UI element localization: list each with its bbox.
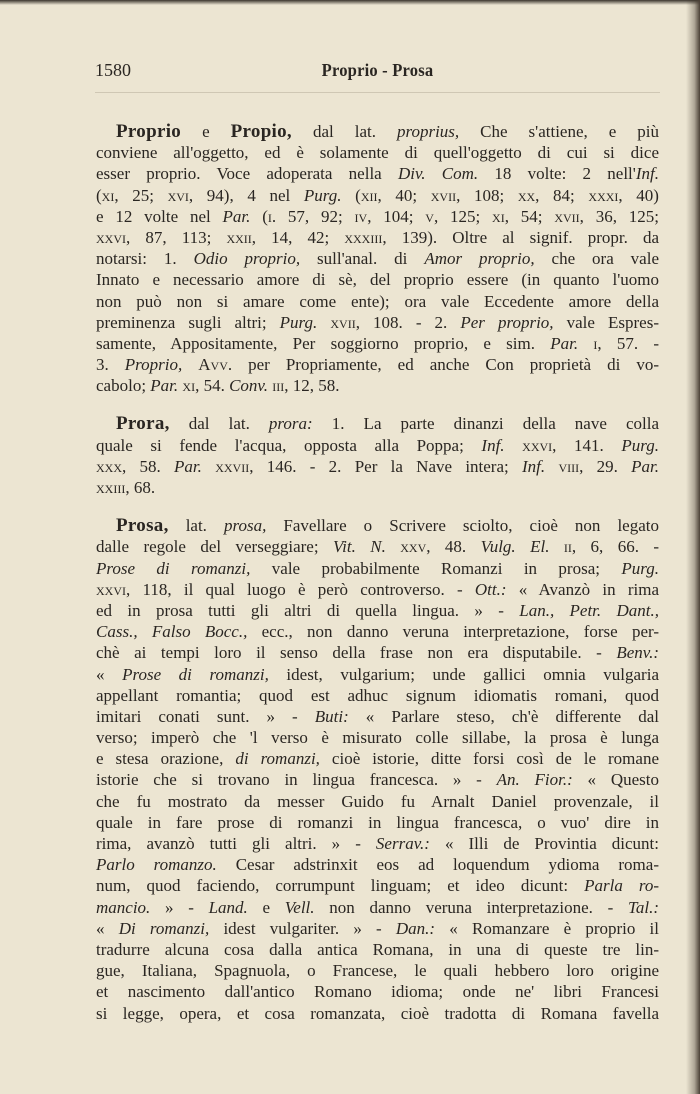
text-run: dal lat. [292,122,397,141]
text-run: Favellare o Scrivere sciolto, cioè non legato [266,516,659,536]
text-run [578,334,593,353]
roman-numeral: xxii [226,227,252,247]
italic-citation: Par. [550,333,579,353]
italic-citation: Inf. [635,164,659,184]
text-line [96,621,659,642]
text-run: , 108; [456,185,518,205]
text-run: , 68. [125,478,156,497]
italic-citation: Conv. [229,376,268,396]
italic-citation: Purg. [303,185,342,205]
page-top-edge [0,0,700,5]
italic-citation: proprius, [396,122,460,141]
text-line [96,833,659,854]
text-line [96,642,659,663]
text-run: si legge, opera, et cosa romanzata, cioè tradotta di Romana favella [96,1003,659,1023]
text-run: e stesa orazione, [96,749,236,769]
text-run: , 58. [122,456,175,476]
text-line [96,579,659,600]
text-run: cabolo; [96,376,151,396]
italic-citation: Inf. [481,435,505,455]
text-run: « Illi de Provintia dicunt: [429,834,660,853]
text-run: che fu mostrato da messer Guido fu Arnalt Daniel provenzale, il [96,791,659,811]
italic-citation: Vit. N. [333,537,386,557]
text-run: Cesar adstrinxit eos ad loquendum ydioma roma- [216,855,659,875]
text-line [96,163,659,184]
text-run: « Romanzare è proprio il [435,918,659,938]
text-run: ( [96,185,102,205]
roman-numeral: Avv. [198,355,233,375]
text-run: Che s'attiene, e più [459,122,659,141]
text-run: rima, avanzò tutti gli altri. » - [96,834,376,853]
text-run: , 40) [618,185,659,205]
text-line [96,960,659,981]
text-run [182,355,198,374]
text-line [96,727,659,748]
headword: Prosa, [116,515,169,537]
text-run: num, quod faciendo, corrumpunt linguam; et ideo dicunt: [96,876,585,896]
text-run: . 57, 92; [271,206,355,226]
text-run: imitari conati sunt. » - [96,706,315,726]
dictionary-entry-proprio [96,121,659,396]
roman-numeral: xii [360,185,378,205]
text-run: che ora vale [534,249,660,269]
text-line [96,812,659,833]
italic-citation: Land. [208,897,248,917]
text-line [96,333,659,354]
text-run: , 125; [433,206,493,226]
italic-citation: Par. [631,456,660,476]
text-run: , 139). Oltre al signif. propr. da [382,227,660,247]
text-run: , 25; [114,185,168,205]
headword: Proprio [116,121,182,142]
italic-citation: Tal.: [627,897,659,917]
text-run: idest vulgariter. » - [209,918,396,938]
text-run: ( [250,206,268,226]
text-line [96,875,659,896]
text-run: chè ai tempi loro il senso della frase non era disputabile. - [96,643,617,663]
roman-numeral: xxxiii [344,227,383,247]
roman-numeral: xi [492,206,505,226]
italic-citation: Cass., Falso Bocc., [96,622,248,642]
roman-numeral: xvii [330,312,356,332]
text-run: « [96,664,123,684]
italic-citation: prora: [268,414,313,434]
text-run: idest, vulgarium; unde gallici omnia vulgaria [268,664,659,684]
text-line [96,664,659,685]
text-run: , 36, 125; [579,206,659,226]
text-run: , 146. - 2. Per la Nave intera; [249,456,523,476]
italic-citation: Amor proprio, [424,249,535,269]
text-run: , 40; [377,185,431,205]
text-line [96,1003,659,1024]
text-line [96,121,659,142]
italic-citation: Vell. [284,897,315,917]
text-run: quale si fende l'acqua, opposta alla Poppa; [96,435,482,455]
text-run: , 29. [579,456,632,476]
italic-citation: Ott.: [474,579,507,599]
italic-citation: mancio. [96,897,151,917]
dictionary-body [96,121,659,1041]
roman-numeral: i [267,206,272,226]
italic-citation: di romanzi, [235,749,320,769]
roman-numeral: xxx [96,456,122,476]
text-line [96,312,659,333]
text-line [96,456,659,477]
text-line [96,515,659,536]
text-run: , 87, 113; [126,227,227,247]
text-run: non può non si amare come ente); ora vale Eccedente amore della [96,291,659,311]
roman-numeral: xxv [400,537,427,557]
italic-citation: Buti: [314,706,349,726]
text-line [96,248,659,269]
text-run: e [247,897,285,917]
text-line [96,142,659,163]
text-line [96,558,659,579]
italic-citation: Purg. [621,558,659,578]
text-run: , 6, 66. - [571,537,660,557]
italic-citation: An. Fior.: [496,770,573,790]
text-run: verso; imperò che 'l verso è misurato colle sillabe, la prosa è lunga [96,728,659,748]
italic-citation: Dan.: [395,918,436,938]
text-run [317,313,330,332]
roman-numeral: xxxi [588,185,619,205]
text-run: dal lat. [169,414,269,434]
text-run: tradurre alcuna cosa dalla antica Romana, in una di queste tre lin- [96,939,659,959]
italic-citation: Di romanzi, [118,918,210,938]
roman-numeral: i [593,333,598,353]
text-line [96,185,659,206]
text-run: non danno veruna interpretazione. - [314,897,628,917]
roman-numeral: xx [517,185,536,205]
text-run: , 118, il qual luogo è però controverso. - [126,579,475,599]
text-line [96,939,659,960]
italic-citation: Par. [150,376,179,396]
dictionary-entry-prosa [96,515,659,1024]
text-run: dalle regole del verseggiare; [96,537,333,557]
text-line [96,435,659,456]
text-run [545,457,558,476]
text-line [96,413,659,434]
text-run [505,436,523,455]
italic-citation: Prose di romanzi, [122,664,269,684]
roman-numeral: xxvi [96,579,126,599]
text-run: sull'anal. di [300,249,425,269]
text-run: » - [150,897,209,917]
text-run [202,457,215,476]
text-line [96,600,659,621]
text-line [96,291,659,312]
text-run: conviene all'oggetto, ed è solamente di quell'oggetto di cui si dice [96,143,659,163]
text-run: 1. La parte dinanzi della nave colla [312,414,659,434]
text-line [96,269,659,290]
text-run: « Questo [572,770,659,790]
text-line [96,706,659,727]
roman-numeral: v [425,206,434,226]
italic-citation: Parlo romanzo. [96,855,217,875]
text-run: e [181,122,231,141]
dictionary-entry-prora [96,413,659,498]
headword: Prora, [116,413,170,435]
text-run: et nascimento dall'antico Romano idioma; onde ne' libri Francesi [96,982,659,1002]
text-run: preminenza sugli altri; [96,312,280,332]
italic-citation: Par. [174,456,202,476]
italic-citation: Div. Com. [397,164,479,184]
text-run: vale Espres- [553,312,659,332]
text-run: , 57. - [597,333,659,353]
text-run [549,537,563,556]
italic-citation: prosa, [223,516,267,536]
italic-citation: Benv.: [616,643,659,663]
roman-numeral: viii [558,456,580,476]
text-run: ecc., non danno veruna interpretazione, forse per- [247,622,659,642]
text-run: 3. [96,355,125,375]
text-line [96,685,659,706]
text-run: , 54. [195,376,230,396]
text-run [386,537,400,556]
text-run: ( [341,185,361,205]
page-binding-shadow [686,0,700,1094]
text-run: vale probabilmente Romanzi in prosa; [250,558,622,578]
text-line [96,918,659,939]
text-run: notarsi: 1. [96,249,194,269]
roman-numeral: iii [272,376,285,396]
text-run: lat. [168,516,224,536]
roman-numeral: xvii [430,185,457,205]
italic-citation: Odio proprio, [193,249,301,269]
text-run: quale in fare prose di romanzi in lingua francesca, o vuo' dire in [96,812,659,832]
text-run: « [96,918,119,938]
italic-citation: Purg. [621,435,659,455]
roman-numeral: xi [182,376,196,396]
text-line [96,791,659,812]
text-run: , 84; [535,185,589,205]
text-run: , 48. [426,537,481,557]
text-line [96,227,659,248]
text-run: , 108. - 2. [355,312,461,332]
text-line [96,981,659,1002]
text-run: , 104; [367,206,426,226]
text-line [96,748,659,769]
italic-citation: Prose di romanzi, [96,558,251,578]
roman-numeral: xxvii [215,456,250,476]
italic-citation: Serrav.: [375,834,430,853]
italic-citation: Par. [222,206,251,226]
text-line [96,375,659,396]
text-line [96,477,659,498]
header-rule [95,92,660,93]
italic-citation: Purg. [279,312,318,332]
text-run: istorie che si trovano in lingua francesca. » - [96,770,497,790]
italic-citation: Parla ro- [584,876,660,896]
italic-citation: Per proprio, [460,312,554,332]
roman-numeral: xi [101,185,115,205]
text-run: , 54; [504,206,555,226]
roman-numeral: xxvi [96,227,126,247]
text-run: , 14, 42; [251,227,345,247]
text-run: , 12, 58. [284,376,340,396]
text-run: 18 volte: 2 nell' [478,164,636,184]
text-run: esser proprio. Voce adoperata nella [96,164,398,184]
italic-citation: Proprio, [124,355,183,375]
text-run: ed in prosa tutti gli altri di quella lingua. » - [96,600,520,620]
text-line [96,536,659,557]
roman-numeral: iv [354,206,368,226]
text-line [96,854,659,875]
text-run: cioè istorie, ditte forsi così de le romane [319,749,660,769]
text-run: samente, Appositamente, Per soggiorno proprio, e sim. [96,333,551,353]
text-run: « Avanzò in rima [506,579,659,599]
text-run: Innato e necessario amore di sè, del proprio essere (in quanto l'uomo [96,270,659,290]
running-header [95,60,660,86]
text-run: e 12 volte nel [96,206,223,226]
roman-numeral: xvii [554,206,580,226]
text-run: , 94), 4 nel [188,185,304,205]
roman-numeral: xxiii [96,478,126,497]
text-run: appellant romantia; quod est adhuc signum idiomatis romani, quod [96,685,659,705]
italic-citation: Lan., Petr. Dant., [519,600,660,620]
italic-citation: Vulg. El. [480,537,550,557]
text-line [96,354,659,375]
italic-citation: Inf. [522,456,546,476]
text-line [96,897,659,918]
text-run: , 141. [552,435,622,455]
text-line [96,206,659,227]
text-run: per Propriamente, ed anche Con proprietà di vo- [232,355,660,375]
page-number: 1580 [95,60,131,80]
running-title: Proprio - Prosa [321,60,434,80]
text-run: « Parlare steso, ch'è differente dal [348,706,660,726]
roman-numeral: ii [563,537,572,557]
text-line [96,769,659,790]
headword: Propio, [230,121,292,142]
roman-numeral: xxvi [522,435,553,455]
roman-numeral: xvi [167,185,189,205]
text-run: gue, Italiana, Spagnuola, o Francese, le quali hebbero loro origine [96,961,659,981]
